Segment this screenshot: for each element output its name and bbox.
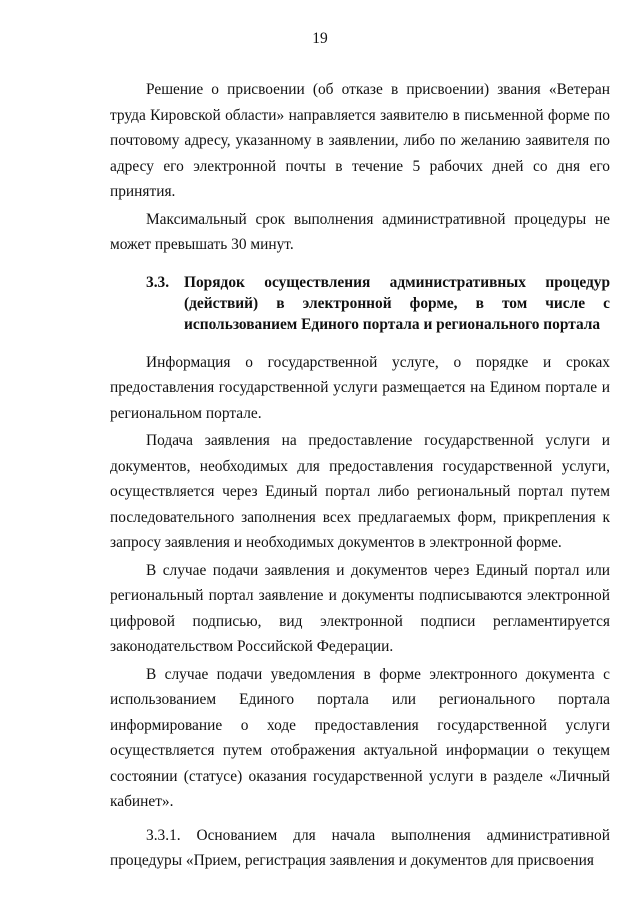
document-body <box>110 77 610 874</box>
section-title: Порядок осуществления административных процедур (действий) в электронной форме, в том числе с использованием Единого портала и регионального портала <box>184 273 610 333</box>
paragraph-digital-signature: В случае подачи заявления и документов через Единый портал или региональный портал заявление и документы подписываются электронной цифровой подписью, вид электронной подписи регламентируется законодательством Российской Федерации. <box>110 561 610 655</box>
paragraph-subsection-331: 3.3.1. Основанием для начала выполнения административной процедуры «Прием, регистрация заявления и документов для присвоения <box>110 826 610 869</box>
paragraph-status-tracking: В случае подачи уведомления в форме электронного документа с использованием Единого портала или регионального портала информирование о ходе предоставления государственной услуги осуществляется путем отображения актуальной информации о текущем состоянии (статусе) оказания государственной услуги в разделе «Личный кабинет». <box>110 665 610 810</box>
paragraph-decision-notice: Решение о присвоении (об отказе в присвоении) звания «Ветеран труда Кировской области» направляется заявителю в письменной форме по почтовому адресу, указанному в заявлении, либо по желанию заявителя по адресу его электронной почты в течение 5 рабочих дней со дня его принятия. <box>110 81 610 200</box>
paragraph-application-submission: Подача заявления на предоставление государственной услуги и документов, необходимых для предоставления государственной услуги, осуществляется через Единый портал либо региональный портал путем последовательного заполнения всех предлагаемых форм, прикрепления к запросу заявления и необходимых документов в электронной форме. <box>110 432 610 551</box>
paragraph-service-info: Информация о государственной услуге, о порядке и сроках предоставления государственной услуги размещается на Едином портале и региональном портале. <box>110 353 610 422</box>
page-number: 19 <box>312 30 328 47</box>
section-number: 3.3. <box>146 273 170 291</box>
section-heading <box>110 272 610 335</box>
paragraph-max-duration: Максимальный срок выполнения административной процедуры не может превышать 30 минут. <box>110 210 610 253</box>
